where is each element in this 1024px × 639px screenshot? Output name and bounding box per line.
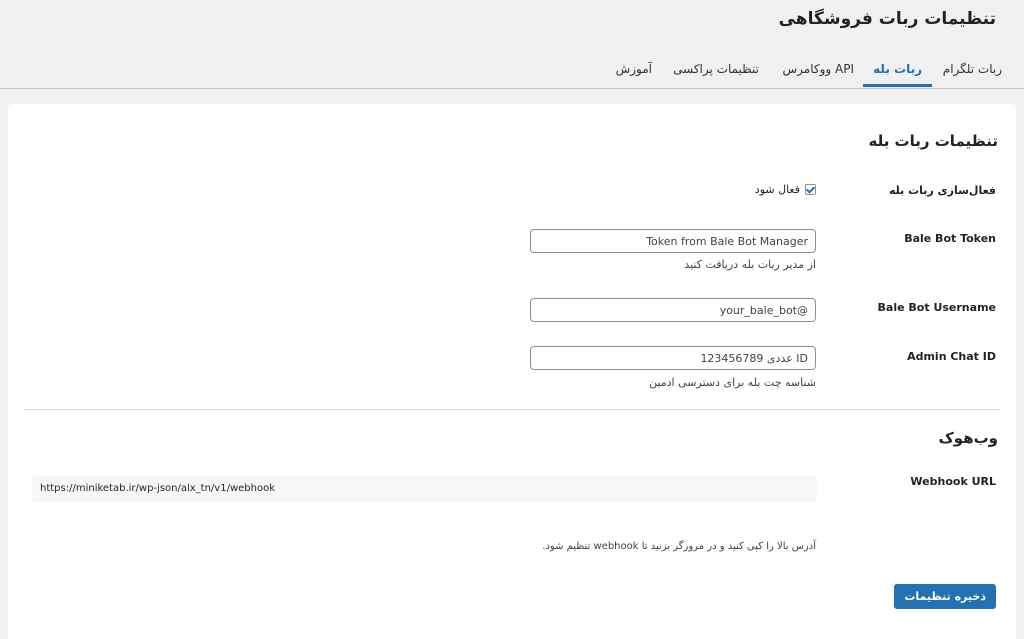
bale-token-description: از مدیر ربات بله دریافت کنید bbox=[684, 258, 816, 271]
webhook-url-label: Webhook URL bbox=[910, 475, 996, 488]
bale-username-input[interactable] bbox=[530, 298, 816, 322]
admin-chat-id-label: Admin Chat ID bbox=[907, 350, 996, 363]
bale-username-label: Bale Bot Username bbox=[877, 301, 996, 314]
page-title: تنظیمات ربات فروشگاهی bbox=[778, 9, 996, 29]
bale-token-label: Bale Bot Token bbox=[904, 232, 996, 245]
enable-bale-checkbox[interactable] bbox=[805, 184, 816, 195]
tab-woocommerce-api[interactable]: API ووکامرس bbox=[782, 62, 854, 76]
bale-token-input[interactable] bbox=[530, 229, 816, 253]
tab-telegram-bot[interactable]: ربات تلگرام bbox=[942, 62, 1002, 76]
webhook-url-field[interactable]: https://miniketab.ir/wp-json/alx_tn/v1/webhook bbox=[32, 476, 817, 502]
admin-chat-id-description: شناسه چت بله برای دسترسی ادمین bbox=[649, 376, 816, 389]
webhook-description: آدرس بالا را کپی کنید و در مرورگر بزنید تا webhook تنظیم شود. bbox=[542, 541, 816, 552]
save-settings-button[interactable]: ذخیره تنظیمات bbox=[894, 584, 996, 609]
settings-panel bbox=[8, 104, 1016, 639]
enable-bale-label: فعال‌سازی ربات بله bbox=[888, 184, 996, 197]
tab-bale-bot[interactable]: ربات بله bbox=[863, 56, 932, 87]
section-divider bbox=[24, 409, 1000, 410]
bale-section-title: تنظیمات ربات بله bbox=[868, 132, 998, 150]
admin-chat-id-input[interactable] bbox=[530, 346, 816, 370]
webhook-section-title: وب‌هوک bbox=[938, 429, 998, 447]
enable-bale-checkbox-wrap[interactable] bbox=[755, 183, 816, 196]
tab-proxy-settings[interactable]: تنظیمات پراکسی bbox=[673, 62, 759, 76]
tab-tutorial[interactable]: آموزش bbox=[615, 62, 652, 76]
enable-bale-checkbox-label: فعال شود bbox=[754, 183, 800, 196]
settings-tabs bbox=[0, 56, 1024, 89]
